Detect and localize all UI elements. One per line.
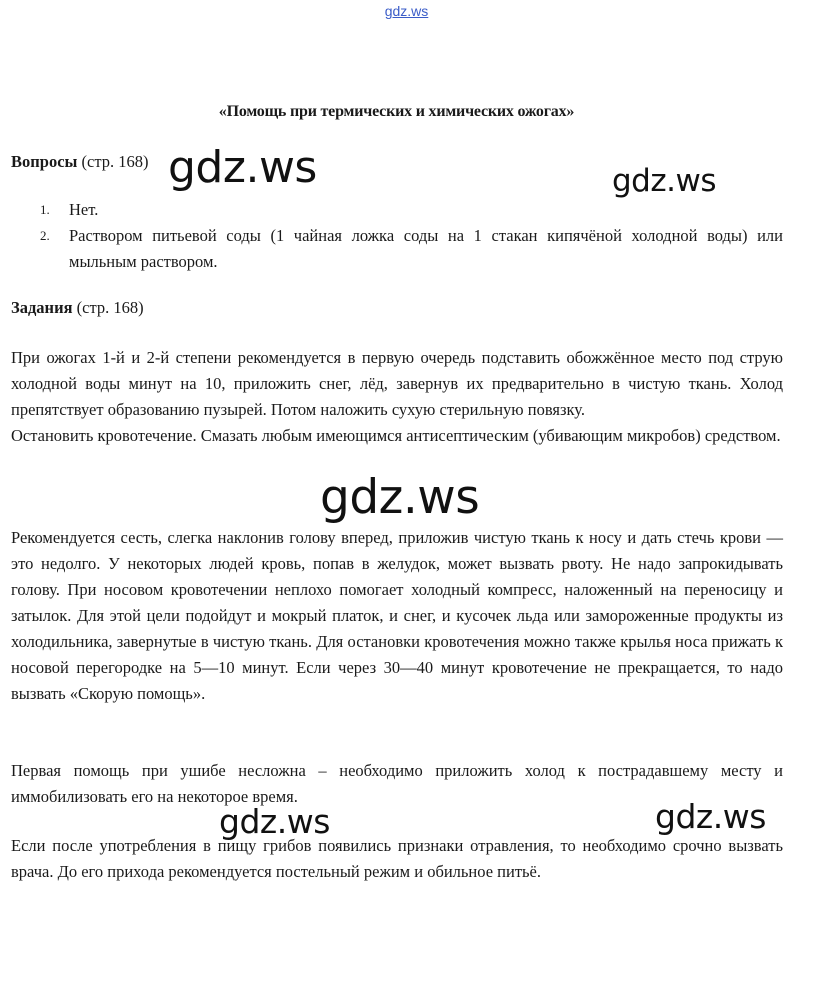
paragraph-burns: При ожогах 1-й и 2-й степени рекомендуется в первую очередь подставить обожжённое место под струю холодной воды минут на 10, приложить снег, лёд, завернув их предварительно в чистую ткань. Холод препятствует образованию пузырей. Потом наложить сухую стерильную повязку. <box>11 348 783 419</box>
tasks-page-ref: (стр. 168) <box>76 298 144 317</box>
task-answers-1-2 <box>11 345 783 449</box>
watermark: gdz.ws <box>655 797 766 836</box>
list-item-number: 1. <box>40 202 50 217</box>
paragraph-nosebleed <box>11 525 783 707</box>
list-item <box>11 223 783 275</box>
site-mark-link[interactable]: gdz.ws <box>384 3 429 19</box>
paragraph-bruise-text: Первая помощь при ушибе несложна – необходимо приложить холод к пострадавшему месту и иммобилизовать его на некоторое время. <box>11 761 783 806</box>
list-item-text: Раствором питьевой соды (1 чайная ложка соды на 1 стакан кипячёной холодной воды) или мыльным раствором. <box>69 226 783 271</box>
questions-page-ref: (стр. 168) <box>81 152 149 171</box>
tasks-heading-line <box>11 295 783 321</box>
answers-list <box>11 197 783 275</box>
watermark: gdz.ws <box>612 163 716 199</box>
paragraph-bleeding: Остановить кровотечение. Смазать любым имеющимся антисептическим (убивающим микробов) средством. <box>11 426 781 445</box>
watermark: gdz.ws <box>219 802 330 841</box>
paragraph-poisoning <box>11 833 783 885</box>
list-item-number: 2. <box>40 228 50 243</box>
watermark: gdz.ws <box>168 142 317 193</box>
list-item <box>11 197 783 223</box>
questions-heading: Вопросы <box>11 152 78 171</box>
list-item-text: Нет. <box>69 200 99 219</box>
page-title: «Помощь при термических и химических ожогах» <box>218 103 575 120</box>
watermark: gdz.ws <box>320 470 480 525</box>
paragraph-nosebleed-text: Рекомендуется сесть, слегка наклонив голову вперед, приложив чистую ткань к носу и дать стечь крови — это недолго. У некоторых людей кровь, попав в желудок, может вызвать рвоту. Не надо запрокидывать голову. При носовом кровотечении неплохо помогает холодный компресс, наложенный на переносицу и затылок. Для этой цели подойдут и мокрый платок, и снег, и кусочек льда или замороженные продукты из холодильника, завернутые в чистую ткань. Для остановки кровотечения можно также крылья носа прижать к носовой перегородке на 5—10 минут. Если через 30—40 минут кровотечение не прекращается, то надо вызвать «Скорую помощь». <box>11 528 783 703</box>
paragraph-poisoning-text: Если после употребления в пищу грибов появились признаки отравления, то необходимо срочно вызвать врача. До его прихода рекомендуется постельный режим и обильное питьё. <box>11 836 783 881</box>
tasks-heading: Задания <box>11 298 73 317</box>
